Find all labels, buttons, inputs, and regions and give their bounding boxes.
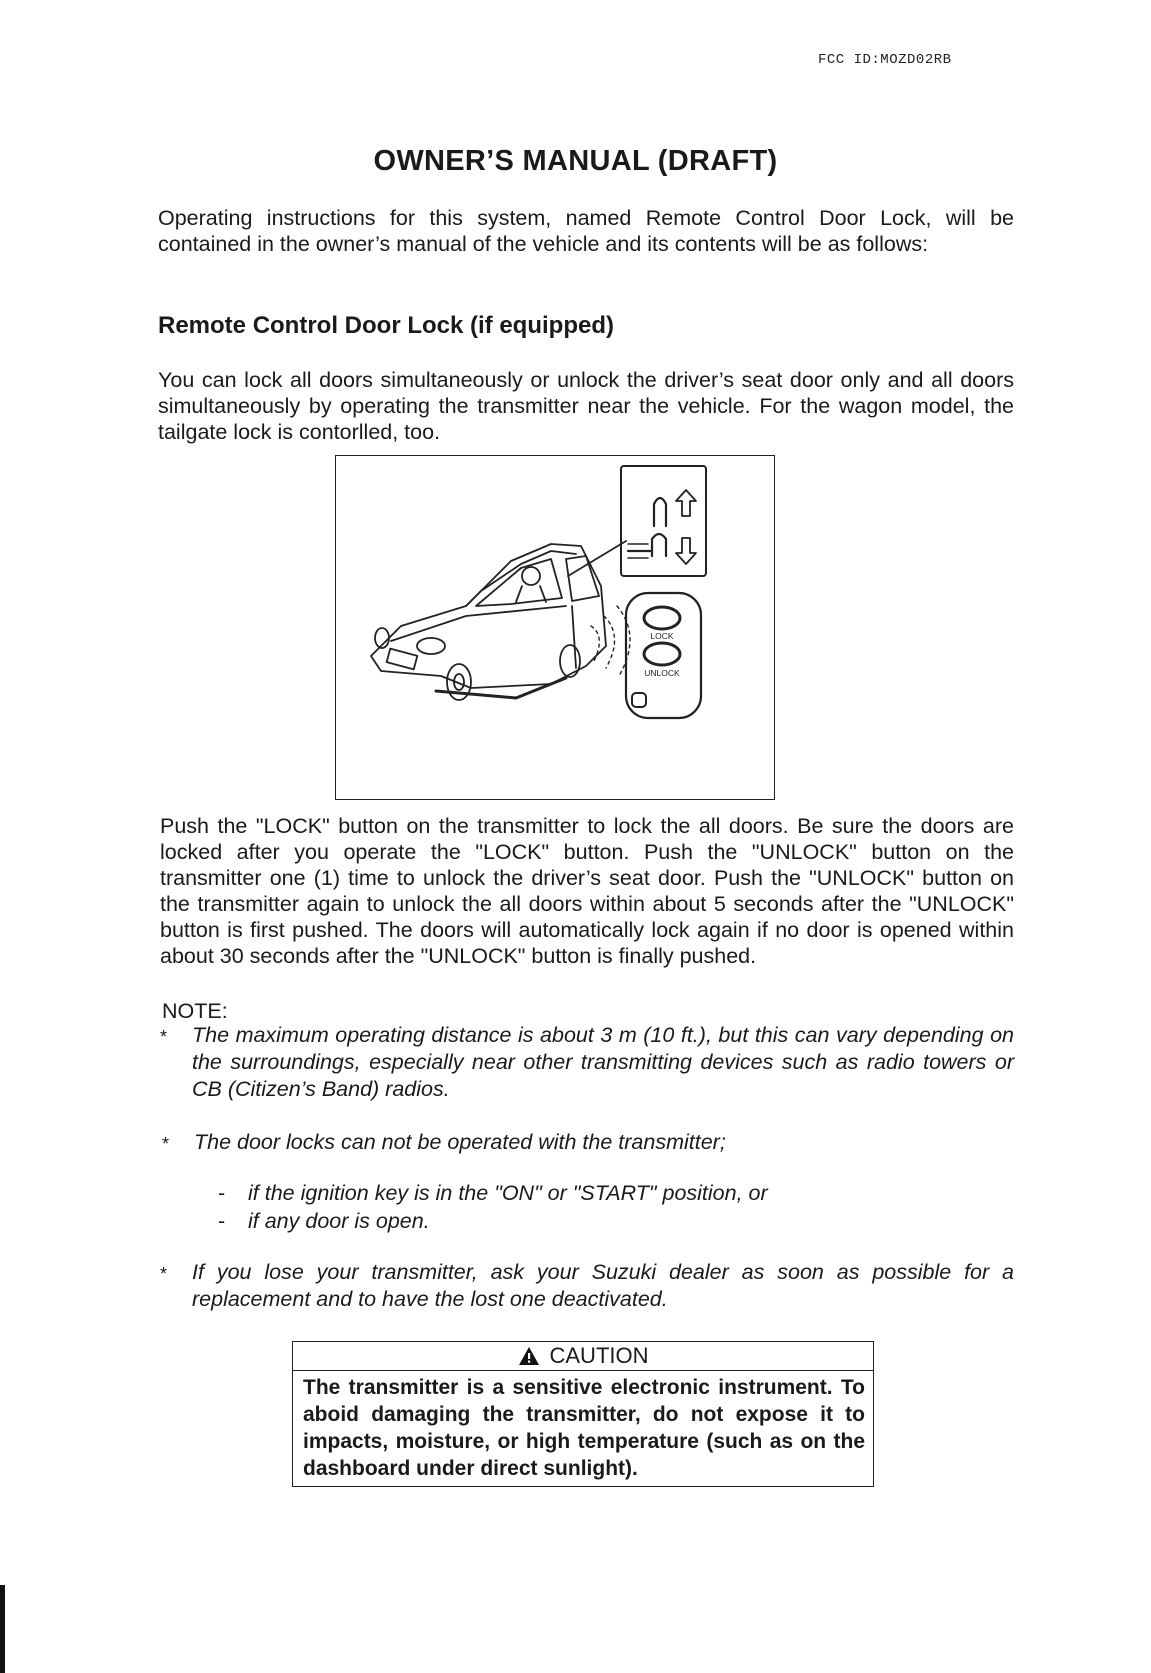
car-side-window xyxy=(566,556,599,601)
page-title: OWNER’S MANUAL (DRAFT) xyxy=(373,145,778,177)
bullet-marker: * xyxy=(162,1134,170,1154)
door-lock-inset xyxy=(621,466,706,576)
caution-text: The transmitter is a sensitive electronic instrument. To aboid damaging the transmitter, do not expose it to impacts, moisture, or high temperature (such as on the dashboard under direct sunlight). xyxy=(303,1376,865,1480)
signal-waves xyxy=(591,606,630,676)
instructions-paragraph: Push the "LOCK" button on the transmitter to lock the all doors. Be sure the doors are locked after you operate the "LOCK" button. Push the "UNLOCK" button on the transmitter one (1) time to unlock the driver’s seat door. Push the "UNLOCK" button on the transmitter again to unlock the all doors within about 5 seconds after the "UNLOCK" button is first pushed. The doors will automatically lock again if no door is opened within about 30 seconds after the "UNLOCK" button is finally pushed. xyxy=(160,814,1014,968)
note-item-text: The door locks can not be operated with the transmitter; xyxy=(194,1130,726,1154)
arrow-down-icon xyxy=(676,538,696,564)
section-heading: Remote Control Door Lock (if equipped) xyxy=(158,312,614,339)
lock-button xyxy=(644,607,680,629)
intro-paragraph: Operating instructions for this system, named Remote Control Door Lock, will be contained in the owner’s manual of the vehicle and its contents will be as follows: xyxy=(158,206,1014,256)
note-item xyxy=(162,1129,1014,1156)
bullet-marker: * xyxy=(160,1027,168,1047)
license-plate xyxy=(387,649,418,670)
fcc-id: FCC ID:MOZD02RB xyxy=(818,52,952,68)
caution-heading: CAUTION xyxy=(549,1343,649,1368)
car-hood-line xyxy=(391,606,566,641)
scan-margin-bar xyxy=(0,1585,5,1673)
arrow-up-icon xyxy=(676,490,696,516)
note-item xyxy=(160,1022,1014,1103)
lock-knob-up xyxy=(654,498,666,526)
lock-knob-down xyxy=(628,534,666,556)
rear-wheel xyxy=(560,645,580,677)
note-label: NOTE: xyxy=(162,999,228,1023)
dash-marker: - xyxy=(218,1181,226,1205)
driver-head xyxy=(522,567,540,585)
note-item-text: If you lose your transmitter, ask your Suzuki dealer as soon as possible for a replacement and to have the lost one deactivated. xyxy=(192,1260,1014,1311)
dash-marker: - xyxy=(218,1209,226,1233)
car-transmitter-illustration xyxy=(335,455,775,800)
warning-triangle-icon xyxy=(518,1346,540,1366)
note-item xyxy=(160,1259,1014,1313)
caution-header xyxy=(293,1342,873,1371)
car-door-line xyxy=(572,606,576,668)
bullet-marker: * xyxy=(160,1264,168,1284)
headlight-right xyxy=(417,638,445,654)
lock-label: LOCK xyxy=(650,631,674,641)
key-ring-hole xyxy=(632,693,646,707)
note-sub-item xyxy=(218,1181,768,1206)
caution-box xyxy=(292,1341,874,1487)
note-sub-item-text: if the ignition key is in the "ON" or "START" position, or xyxy=(248,1181,768,1205)
note-item-text: The maximum operating distance is about 3 m (10 ft.), but this can vary depending on the surroundings, especially near other transmitting devices such as radio towers or CB (Citizen’s Band) radios. xyxy=(192,1023,1014,1101)
unlock-label: UNLOCK xyxy=(644,668,680,678)
note-sub-item xyxy=(218,1209,430,1234)
car-body xyxy=(371,544,606,688)
section-description: You can lock all doors simultaneously or unlock the driver’s seat door only and all doors simultaneously by operating the transmitter near the vehicle. For the wagon model, the tailgate lock is contorlled, too. xyxy=(158,368,1014,444)
transmitter-fob xyxy=(626,593,701,718)
unlock-button xyxy=(644,643,680,665)
illustration-drawing xyxy=(336,456,776,801)
note-sub-item-text: if any door is open. xyxy=(248,1209,430,1233)
